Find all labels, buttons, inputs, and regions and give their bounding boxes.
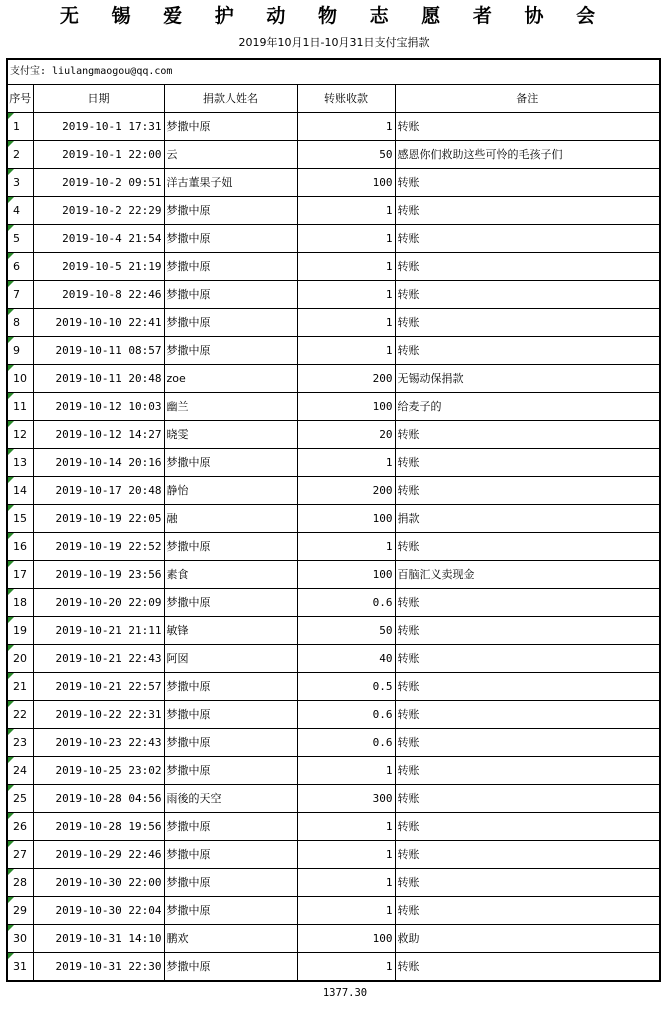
row-donor-name: 梦撒中原 xyxy=(164,841,297,869)
row-seq: 9 xyxy=(7,337,33,365)
row-note: 捐款 xyxy=(395,505,660,533)
header-row xyxy=(7,85,660,113)
table-row xyxy=(7,841,660,869)
row-seq: 10 xyxy=(7,365,33,393)
row-date: 2019-10-1 17:31 xyxy=(33,113,164,141)
table-row xyxy=(7,953,660,982)
row-donor-name: 敏锋 xyxy=(164,617,297,645)
alipay-account: 支付宝: liulangmaogou@qq.com xyxy=(7,59,660,85)
total-amount: 1377.30 xyxy=(322,987,368,999)
row-amount: 300 xyxy=(297,785,395,813)
table-row xyxy=(7,925,660,953)
row-date: 2019-10-25 23:02 xyxy=(33,757,164,785)
row-date: 2019-10-28 19:56 xyxy=(33,813,164,841)
row-note: 转账 xyxy=(395,617,660,645)
row-amount: 100 xyxy=(297,393,395,421)
row-seq: 1 xyxy=(7,113,33,141)
row-note: 转账 xyxy=(395,309,660,337)
donation-table xyxy=(6,58,661,982)
table-row xyxy=(7,365,660,393)
row-seq: 3 xyxy=(7,169,33,197)
cell-marker-icon xyxy=(8,393,14,399)
table-row xyxy=(7,449,660,477)
row-note: 转账 xyxy=(395,645,660,673)
row-date: 2019-10-14 20:16 xyxy=(33,449,164,477)
row-note: 转账 xyxy=(395,757,660,785)
cell-marker-icon xyxy=(8,813,14,819)
cell-marker-icon xyxy=(8,869,14,875)
row-date: 2019-10-30 22:00 xyxy=(33,869,164,897)
row-date: 2019-10-12 14:27 xyxy=(33,421,164,449)
cell-marker-icon xyxy=(8,757,14,763)
row-seq: 19 xyxy=(7,617,33,645)
row-date: 2019-10-8 22:46 xyxy=(33,281,164,309)
row-note: 转账 xyxy=(395,337,660,365)
row-amount: 200 xyxy=(297,477,395,505)
row-note: 转账 xyxy=(395,869,660,897)
table-row xyxy=(7,141,660,169)
row-seq: 23 xyxy=(7,729,33,757)
row-seq: 26 xyxy=(7,813,33,841)
row-seq: 6 xyxy=(7,253,33,281)
table-row xyxy=(7,253,660,281)
row-note: 转账 xyxy=(395,673,660,701)
row-date: 2019-10-1 22:00 xyxy=(33,141,164,169)
row-donor-name: 洋古董果子妞 xyxy=(164,169,297,197)
row-date: 2019-10-19 22:52 xyxy=(33,533,164,561)
row-seq: 11 xyxy=(7,393,33,421)
row-note: 无锡动保捐款 xyxy=(395,365,660,393)
row-note: 给麦子的 xyxy=(395,393,660,421)
row-donor-name: 幽兰 xyxy=(164,393,297,421)
header-amount: 转账收款 xyxy=(297,85,395,113)
row-date: 2019-10-2 09:51 xyxy=(33,169,164,197)
table-row xyxy=(7,757,660,785)
table-row xyxy=(7,393,660,421)
table-row xyxy=(7,813,660,841)
row-seq: 5 xyxy=(7,225,33,253)
row-date: 2019-10-28 04:56 xyxy=(33,785,164,813)
row-donor-name: 梦撒中原 xyxy=(164,253,297,281)
row-date: 2019-10-23 22:43 xyxy=(33,729,164,757)
row-donor-name: 梦撒中原 xyxy=(164,813,297,841)
cell-marker-icon xyxy=(8,953,14,959)
row-seq: 17 xyxy=(7,561,33,589)
row-donor-name: 梦撒中原 xyxy=(164,953,297,982)
row-note: 感恩你们救助这些可怜的毛孩子们 xyxy=(395,141,660,169)
table-row xyxy=(7,505,660,533)
cell-marker-icon xyxy=(8,253,14,259)
row-seq: 20 xyxy=(7,645,33,673)
table-row xyxy=(7,869,660,897)
table-row xyxy=(7,701,660,729)
header-note: 备注 xyxy=(395,85,660,113)
row-date: 2019-10-12 10:03 xyxy=(33,393,164,421)
row-date: 2019-10-20 22:09 xyxy=(33,589,164,617)
row-date: 2019-10-29 22:46 xyxy=(33,841,164,869)
row-date: 2019-10-22 22:31 xyxy=(33,701,164,729)
row-date: 2019-10-19 22:05 xyxy=(33,505,164,533)
row-note: 转账 xyxy=(395,785,660,813)
row-seq: 18 xyxy=(7,589,33,617)
row-date: 2019-10-4 21:54 xyxy=(33,225,164,253)
row-donor-name: 梦撒中原 xyxy=(164,869,297,897)
table-row xyxy=(7,673,660,701)
cell-marker-icon xyxy=(8,309,14,315)
table-row xyxy=(7,897,660,925)
row-seq: 30 xyxy=(7,925,33,953)
row-amount: 1 xyxy=(297,757,395,785)
row-seq: 2 xyxy=(7,141,33,169)
row-amount: 1 xyxy=(297,197,395,225)
row-date: 2019-10-21 21:11 xyxy=(33,617,164,645)
row-note: 转账 xyxy=(395,253,660,281)
row-note: 转账 xyxy=(395,701,660,729)
cell-marker-icon xyxy=(8,729,14,735)
row-note: 转账 xyxy=(395,533,660,561)
row-seq: 12 xyxy=(7,421,33,449)
cell-marker-icon xyxy=(8,897,14,903)
row-donor-name: 梦撒中原 xyxy=(164,225,297,253)
table-row xyxy=(7,169,660,197)
row-date: 2019-10-21 22:43 xyxy=(33,645,164,673)
row-donor-name: 阿囡 xyxy=(164,645,297,673)
row-date: 2019-10-11 08:57 xyxy=(33,337,164,365)
row-note: 转账 xyxy=(395,813,660,841)
row-donor-name: 梦撒中原 xyxy=(164,701,297,729)
row-note: 百脑汇义卖现金 xyxy=(395,561,660,589)
row-note: 转账 xyxy=(395,841,660,869)
header-date: 日期 xyxy=(33,85,164,113)
table-row xyxy=(7,533,660,561)
row-seq: 15 xyxy=(7,505,33,533)
row-donor-name: 梦撒中原 xyxy=(164,197,297,225)
row-amount: 0.6 xyxy=(297,729,395,757)
row-amount: 1 xyxy=(297,113,395,141)
row-donor-name: 静怡 xyxy=(164,477,297,505)
row-seq: 13 xyxy=(7,449,33,477)
row-date: 2019-10-5 21:19 xyxy=(33,253,164,281)
row-seq: 16 xyxy=(7,533,33,561)
cell-marker-icon xyxy=(8,701,14,707)
row-seq: 27 xyxy=(7,841,33,869)
header-seq: 序号 xyxy=(7,85,33,113)
row-note: 转账 xyxy=(395,729,660,757)
row-donor-name: 素食 xyxy=(164,561,297,589)
row-amount: 50 xyxy=(297,617,395,645)
cell-marker-icon xyxy=(8,169,14,175)
row-donor-name: 梦撒中原 xyxy=(164,589,297,617)
row-date: 2019-10-31 22:30 xyxy=(33,953,164,982)
row-seq: 24 xyxy=(7,757,33,785)
row-date: 2019-10-31 14:10 xyxy=(33,925,164,953)
row-note: 转账 xyxy=(395,897,660,925)
row-amount: 1 xyxy=(297,449,395,477)
row-note: 转账 xyxy=(395,197,660,225)
row-amount: 1 xyxy=(297,533,395,561)
cell-marker-icon xyxy=(8,673,14,679)
row-seq: 7 xyxy=(7,281,33,309)
table-row xyxy=(7,225,660,253)
row-date: 2019-10-11 20:48 xyxy=(33,365,164,393)
row-seq: 22 xyxy=(7,701,33,729)
row-amount: 100 xyxy=(297,505,395,533)
row-date: 2019-10-19 23:56 xyxy=(33,561,164,589)
row-date: 2019-10-10 22:41 xyxy=(33,309,164,337)
table-row xyxy=(7,645,660,673)
row-seq: 28 xyxy=(7,869,33,897)
row-amount: 1 xyxy=(297,869,395,897)
row-seq: 14 xyxy=(7,477,33,505)
table-row xyxy=(7,197,660,225)
row-amount: 1 xyxy=(297,813,395,841)
row-seq: 25 xyxy=(7,785,33,813)
row-donor-name: 晓雯 xyxy=(164,421,297,449)
cell-marker-icon xyxy=(8,421,14,427)
row-note: 救助 xyxy=(395,925,660,953)
row-amount: 1 xyxy=(297,309,395,337)
row-amount: 40 xyxy=(297,645,395,673)
document-title: 无 锡 爱 护 动 物 志 愿 者 协 会 xyxy=(59,5,609,27)
account-row xyxy=(7,59,660,85)
row-seq: 31 xyxy=(7,953,33,982)
row-amount: 100 xyxy=(297,561,395,589)
cell-marker-icon xyxy=(8,197,14,203)
row-donor-name: 梦撒中原 xyxy=(164,337,297,365)
row-note: 转账 xyxy=(395,113,660,141)
table-row xyxy=(7,421,660,449)
table-row xyxy=(7,589,660,617)
row-note: 转账 xyxy=(395,421,660,449)
row-note: 转账 xyxy=(395,477,660,505)
row-amount: 1 xyxy=(297,953,395,982)
row-donor-name: 雨後的天空 xyxy=(164,785,297,813)
row-seq: 8 xyxy=(7,309,33,337)
row-amount: 1 xyxy=(297,337,395,365)
cell-marker-icon xyxy=(8,477,14,483)
cell-marker-icon xyxy=(8,449,14,455)
cell-marker-icon xyxy=(8,113,14,119)
row-amount: 100 xyxy=(297,169,395,197)
row-donor-name: 梦撒中原 xyxy=(164,533,297,561)
row-donor-name: 鹏欢 xyxy=(164,925,297,953)
table-row xyxy=(7,617,660,645)
cell-marker-icon xyxy=(8,281,14,287)
table-row xyxy=(7,337,660,365)
row-note: 转账 xyxy=(395,225,660,253)
cell-marker-icon xyxy=(8,365,14,371)
cell-marker-icon xyxy=(8,617,14,623)
row-date: 2019-10-30 22:04 xyxy=(33,897,164,925)
cell-marker-icon xyxy=(8,589,14,595)
table-row xyxy=(7,281,660,309)
row-amount: 1 xyxy=(297,253,395,281)
row-amount: 1 xyxy=(297,225,395,253)
row-note: 转账 xyxy=(395,281,660,309)
table-row xyxy=(7,113,660,141)
row-donor-name: 梦撒中原 xyxy=(164,113,297,141)
row-seq: 21 xyxy=(7,673,33,701)
document-subtitle: 2019年10月1日-10月31日支付宝捐款 xyxy=(238,36,430,49)
row-amount: 1 xyxy=(297,281,395,309)
row-amount: 1 xyxy=(297,841,395,869)
row-donor-name: 梦撒中原 xyxy=(164,673,297,701)
row-amount: 0.5 xyxy=(297,673,395,701)
cell-marker-icon xyxy=(8,337,14,343)
table-row xyxy=(7,729,660,757)
cell-marker-icon xyxy=(8,561,14,567)
row-donor-name: zoe xyxy=(164,365,297,393)
cell-marker-icon xyxy=(8,841,14,847)
row-amount: 50 xyxy=(297,141,395,169)
row-donor-name: 梦撒中原 xyxy=(164,897,297,925)
row-note: 转账 xyxy=(395,449,660,477)
row-donor-name: 梦撒中原 xyxy=(164,281,297,309)
row-date: 2019-10-21 22:57 xyxy=(33,673,164,701)
cell-marker-icon xyxy=(8,533,14,539)
row-amount: 0.6 xyxy=(297,701,395,729)
row-amount: 1 xyxy=(297,897,395,925)
row-date: 2019-10-17 20:48 xyxy=(33,477,164,505)
row-date: 2019-10-2 22:29 xyxy=(33,197,164,225)
row-donor-name: 云 xyxy=(164,141,297,169)
row-note: 转账 xyxy=(395,589,660,617)
table-row xyxy=(7,785,660,813)
cell-marker-icon xyxy=(8,225,14,231)
cell-marker-icon xyxy=(8,505,14,511)
row-note: 转账 xyxy=(395,169,660,197)
row-donor-name: 梦撒中原 xyxy=(164,449,297,477)
cell-marker-icon xyxy=(8,645,14,651)
row-seq: 29 xyxy=(7,897,33,925)
cell-marker-icon xyxy=(8,785,14,791)
row-donor-name: 梦撒中原 xyxy=(164,309,297,337)
row-donor-name: 梦撒中原 xyxy=(164,757,297,785)
row-amount: 20 xyxy=(297,421,395,449)
header-name: 捐款人姓名 xyxy=(164,85,297,113)
row-note: 转账 xyxy=(395,953,660,982)
table-row xyxy=(7,561,660,589)
cell-marker-icon xyxy=(8,925,14,931)
row-donor-name: 梦撒中原 xyxy=(164,729,297,757)
row-amount: 100 xyxy=(297,925,395,953)
table-row xyxy=(7,309,660,337)
row-donor-name: 融 xyxy=(164,505,297,533)
cell-marker-icon xyxy=(8,141,14,147)
row-seq: 4 xyxy=(7,197,33,225)
row-amount: 0.6 xyxy=(297,589,395,617)
table-row xyxy=(7,477,660,505)
row-amount: 200 xyxy=(297,365,395,393)
